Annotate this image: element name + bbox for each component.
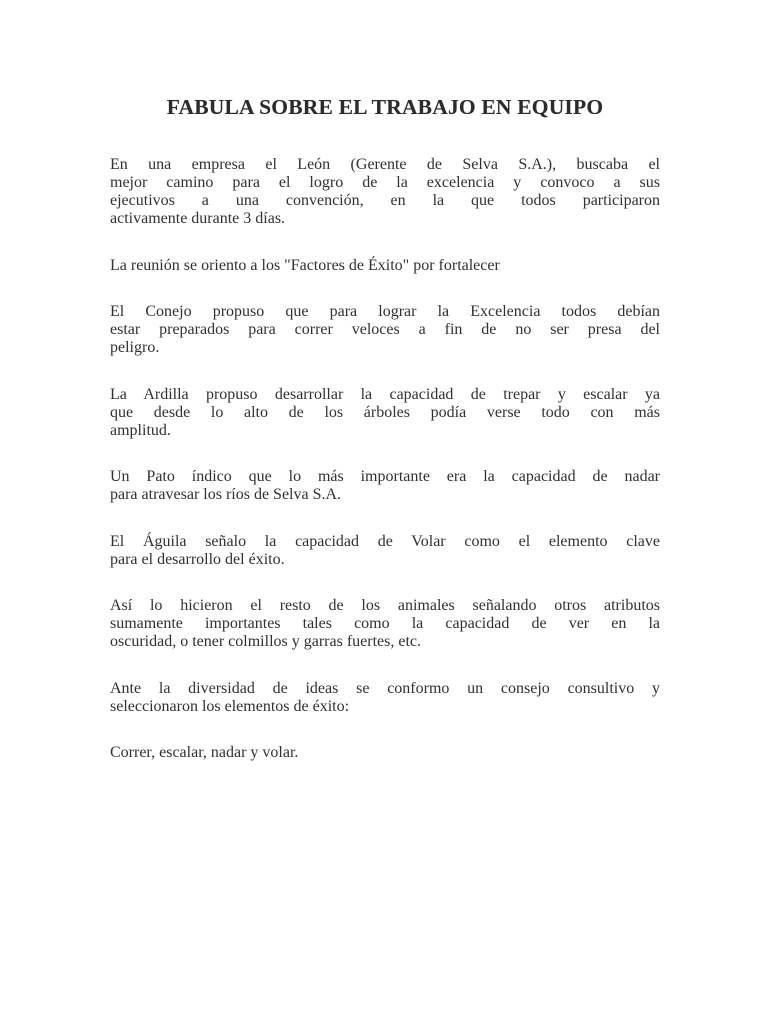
text-line: estar preparados para correr veloces a fin de no ser presa del	[110, 321, 660, 338]
text-line: para atravesar los ríos de Selva S.A.	[110, 486, 342, 503]
text-line: La reunión se oriento a los "Factores de Éxito" por fortalecer	[110, 256, 500, 274]
document-title: FABULA SOBRE EL TRABAJO EN EQUIPO	[166, 95, 604, 119]
text-line: El Conejo propuso que para lograr la Excelencia todos debían	[110, 303, 660, 320]
text-line: Un Pato índico que lo más importante era la capacidad de nadar	[110, 468, 660, 485]
text-line: mejor camino para el logro de la excelencia y convoco a sus	[110, 174, 660, 191]
text-line: peligro.	[110, 339, 160, 356]
text-line: para el desarrollo del éxito.	[110, 550, 285, 568]
text-line: sumamente importantes tales como la capacidad de ver en la	[110, 615, 660, 632]
text-line: Así lo hicieron el resto de los animales señalando otros atributos	[110, 597, 660, 614]
text-line: Ante la diversidad de ideas se conformo un consejo consultivo y	[110, 679, 660, 697]
text-line: activamente durante 3 días.	[110, 210, 286, 227]
text-line: oscuridad, o tener colmillos y garras fuertes, etc.	[110, 633, 421, 650]
text-line: amplitud.	[110, 421, 171, 439]
text-line: El Águila señalo la capacidad de Volar como el elemento clave	[110, 532, 660, 550]
text-line: En una empresa el León (Gerente de Selva S.A.), buscaba el	[110, 156, 660, 173]
document-content	[110, 0, 660, 778]
text-line: seleccionaron los elementos de éxito:	[110, 697, 350, 715]
text-line: que desde lo alto de los árboles podía verse todo con más	[110, 403, 660, 421]
text-line: La Ardilla propuso desarrollar la capacidad de trepar y escalar ya	[110, 385, 660, 403]
text-line: ejecutivos a una convención, en la que todos participaron	[110, 192, 660, 209]
text-line: Correr, escalar, nadar y volar.	[110, 744, 299, 761]
